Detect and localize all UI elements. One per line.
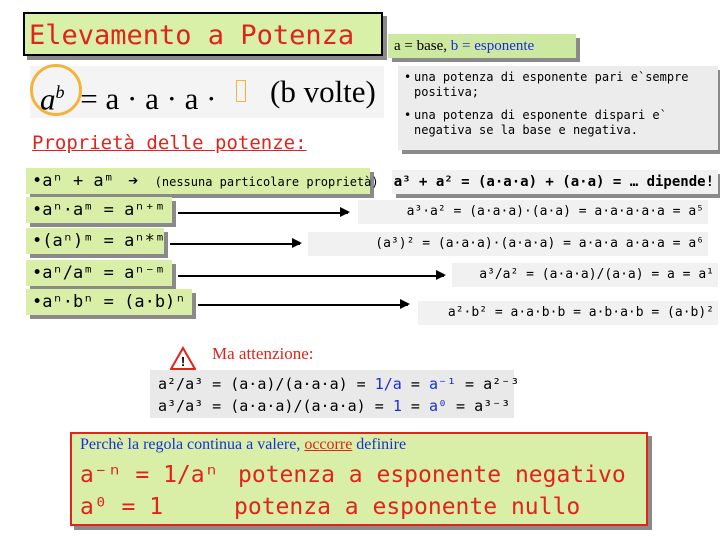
warning-line-1-text: a²/a³ = (a·a)/(a·a·a) = [158, 375, 375, 393]
property-sum [26, 168, 379, 194]
warning-line-1-exp: = a²⁻³ [456, 375, 520, 393]
warning-icon [170, 346, 196, 370]
arrow-product [178, 212, 348, 214]
example-power: (a³)² = (a·a·a)·(a·a·a) = a·a·a a·a·a = a⁶ [308, 232, 708, 256]
notes-box [398, 66, 718, 150]
example-product: a³·a² = (a·a·a)·(a·a) = a·a·a·a·a = a⁵ [358, 200, 708, 224]
placeholder-box-icon [236, 80, 246, 102]
definitions-intro-text: Perchè la regola continua a valere, [80, 436, 301, 453]
legend-box [388, 34, 576, 58]
note-text: una potenza di esponente pari e`sempre positiva; [414, 70, 689, 99]
warning-line-2-result: 1 [392, 397, 402, 415]
arrow-quotient [178, 275, 444, 277]
zero-exponent-label: potenza a esponente nullo [234, 494, 581, 520]
property-product: •aⁿ·aᵐ = aⁿ⁺ᵐ [26, 197, 172, 223]
legend-exponent: b = esponente [450, 38, 535, 54]
bullet-icon: • [404, 108, 412, 122]
example-sum: a³ + a² = (a·a·a) + (a·a) = … dipende! [392, 170, 718, 194]
arrow-right-icon: ➔ [128, 171, 139, 191]
section-title: Proprietà delle potenze: [32, 132, 307, 154]
example-product-bases: a²·b² = a·a·b·b = a·b·a·b = (a·b)² [418, 301, 718, 325]
property-sum-formula: •aⁿ + aᵐ [32, 171, 114, 191]
warning-line-1-result: 1/a [374, 375, 402, 393]
warning-line-1 [158, 373, 520, 395]
arrow-power [170, 243, 300, 245]
property-quotient: •aⁿ/aᵐ = aⁿ⁻ᵐ [26, 260, 172, 286]
note-text: una potenza di esponente dispari e` negativa se la base e negativa. [414, 108, 667, 137]
arrow-product-bases [198, 304, 408, 306]
warning-line-2-exp: = a³⁻³ [447, 397, 511, 415]
note-item [404, 108, 704, 138]
definition-times: (b volte) [270, 74, 376, 109]
property-power: •(aⁿ)ᵐ = aⁿ*ᵐ [26, 228, 164, 254]
warning-box [150, 370, 520, 418]
zero-exponent-formula: a⁰ = 1 [80, 494, 164, 520]
warning-glyph: ! [180, 354, 186, 369]
warning-line-2-eq: = [401, 397, 429, 415]
example-quotient: a³/a² = (a·a·a)/(a·a) = a = a¹ [452, 263, 718, 287]
legend-base: a = base, [394, 38, 448, 54]
definitions-intro [80, 436, 406, 454]
warning-label: Ma attenzione: [212, 344, 314, 363]
property-product-bases: •aⁿ·bⁿ = (a·b)ⁿ [26, 289, 192, 315]
definition-exponent: b [55, 82, 65, 102]
warning-line-2-text: a³/a³ = (a·a·a)/(a·a·a) = [158, 397, 393, 415]
note-item [404, 70, 704, 100]
definition-rhs: = a · a · a · [80, 81, 217, 117]
definition-formula [40, 66, 216, 125]
warning-line-1-eq: = [401, 375, 429, 393]
warning-line-2-power: a⁰ [428, 397, 447, 415]
warning-line-1-power: a⁻¹ [428, 375, 457, 393]
definitions-intro-end: definire [356, 436, 407, 453]
definition-base: a [40, 81, 56, 117]
warning-line-2 [158, 395, 511, 417]
bullet-icon: • [404, 70, 412, 84]
property-sum-note: (nessuna particolare proprietà) [154, 175, 379, 189]
negative-exponent-label: potenza a esponente negativo [238, 462, 626, 488]
page-title: Elevamento a Potenza [23, 12, 383, 56]
definitions-intro-highlight: occorre [304, 436, 353, 453]
negative-exponent-formula: a⁻ⁿ = 1/aⁿ [80, 462, 219, 488]
